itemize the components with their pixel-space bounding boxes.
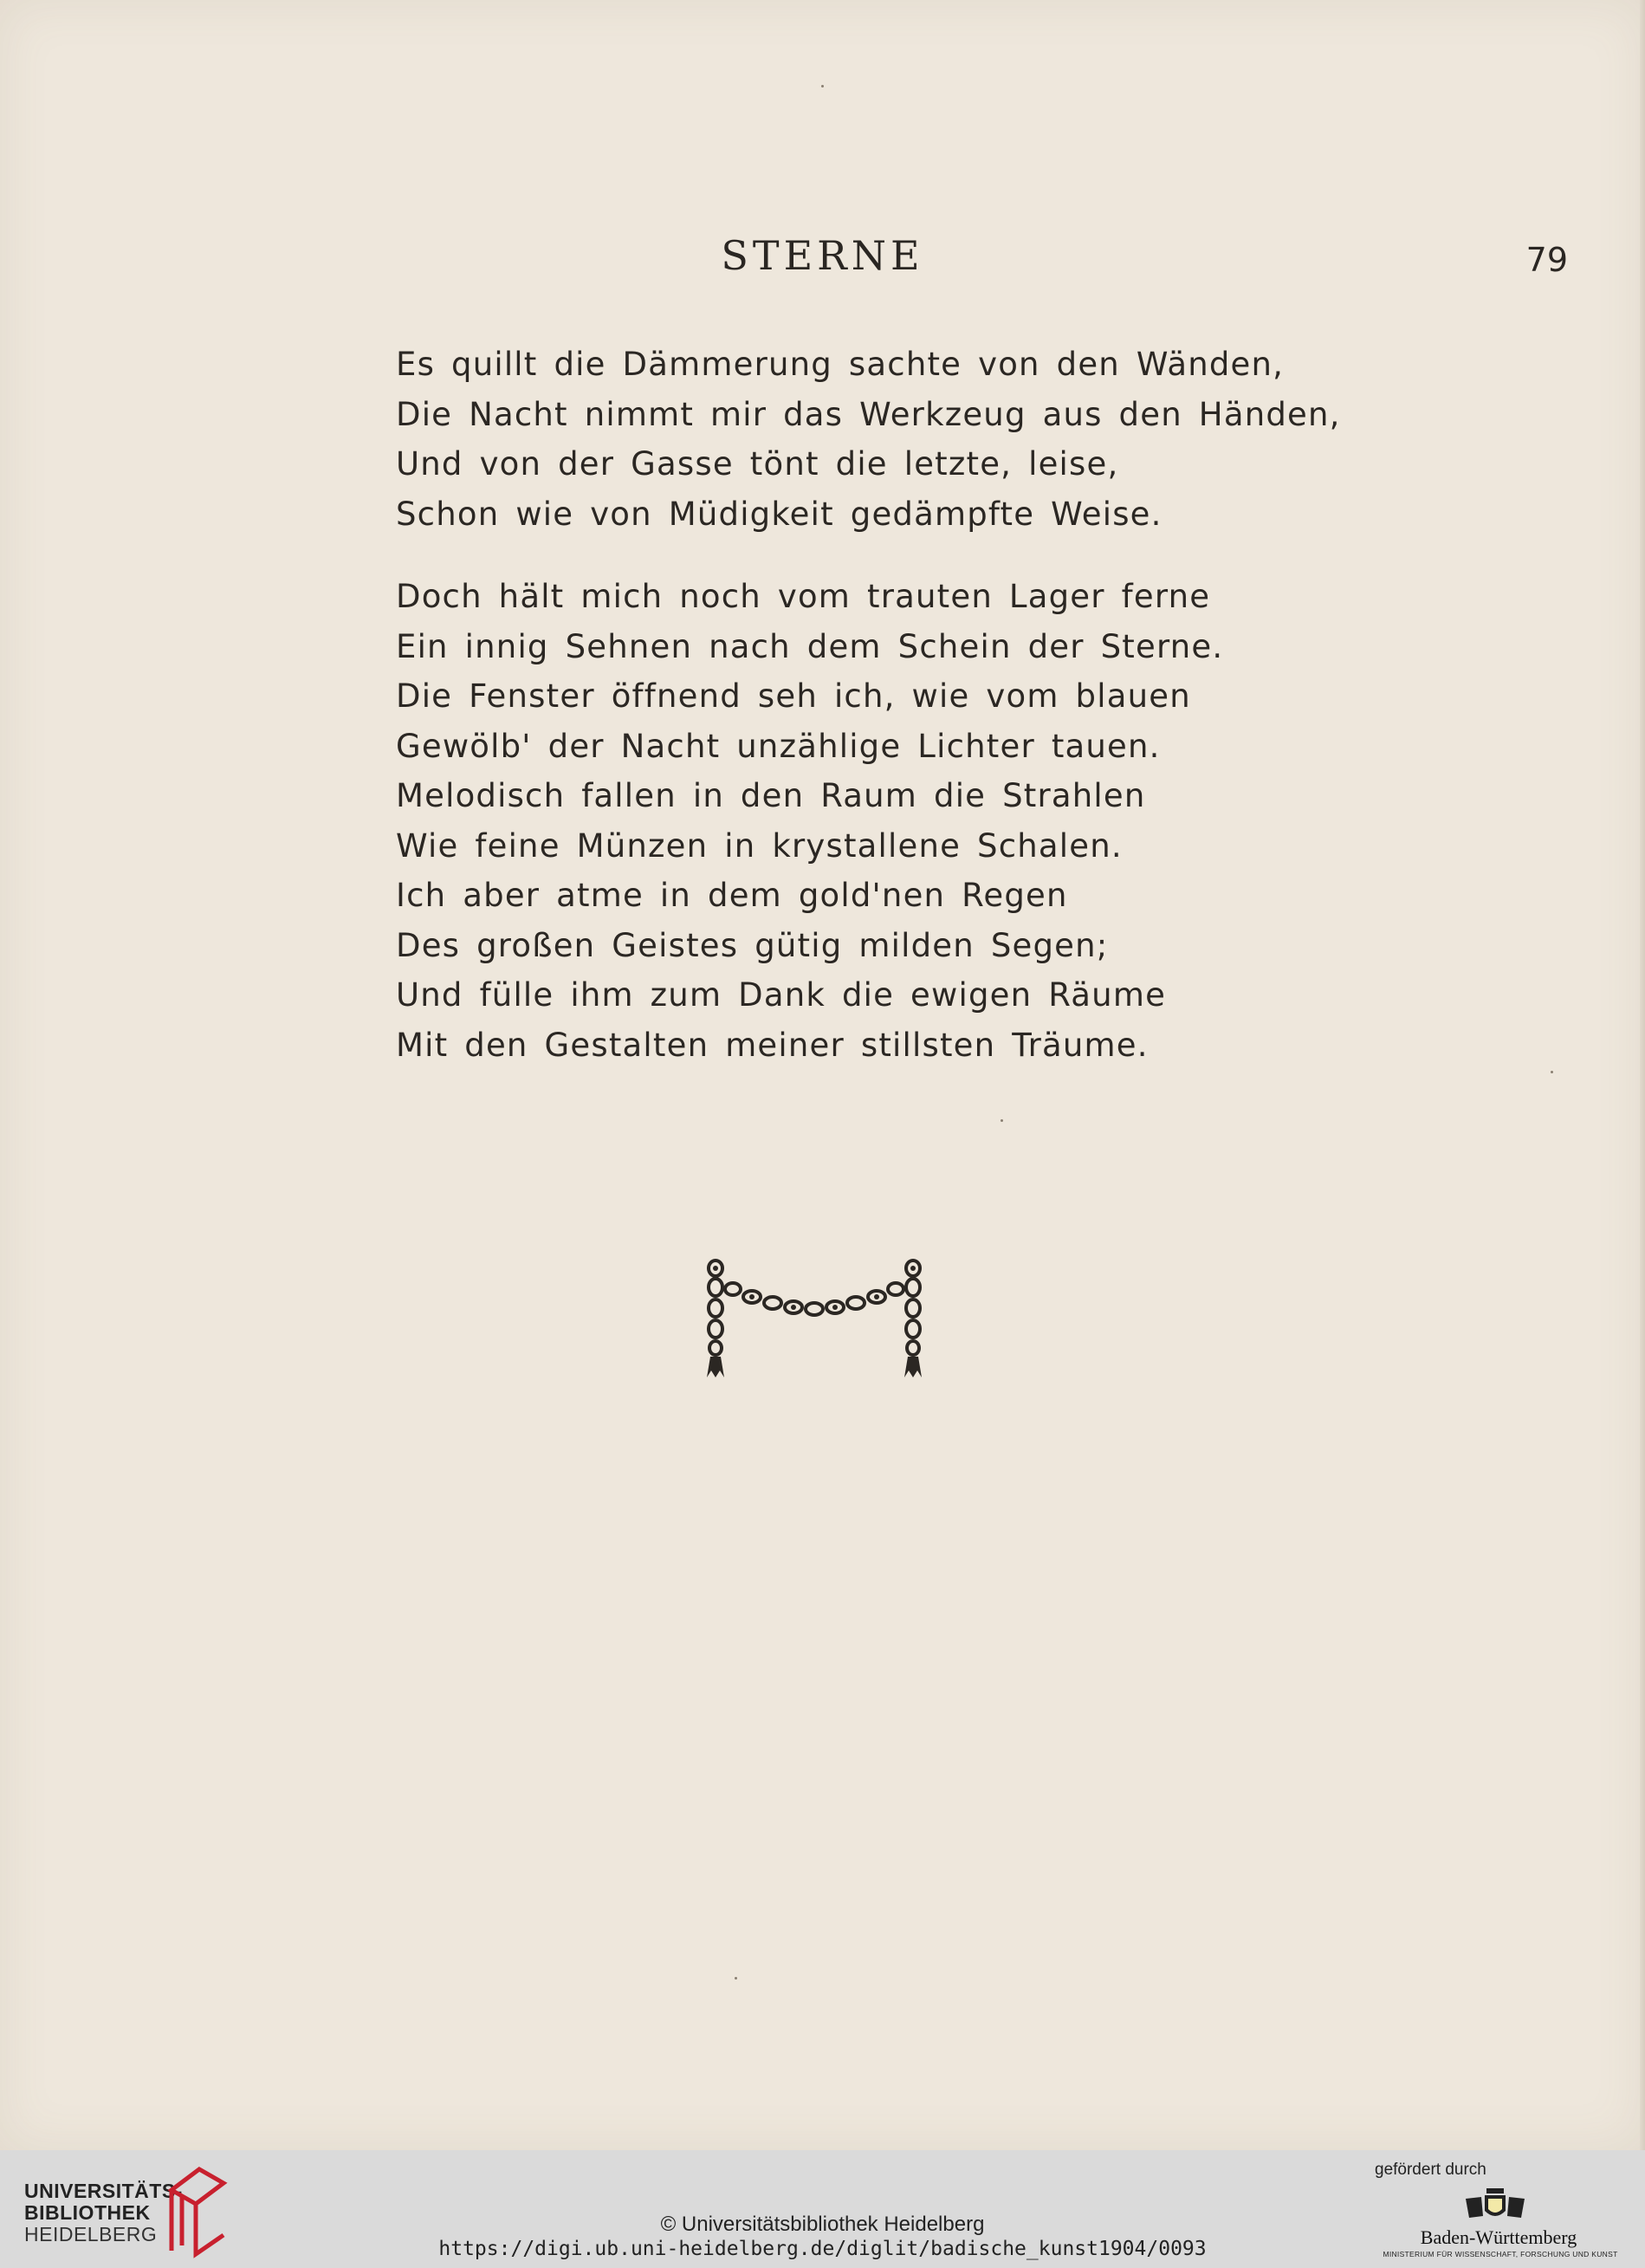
page-edge — [1640, 0, 1645, 2150]
paper-speck — [1551, 1071, 1553, 1073]
stanza-2 — [396, 572, 1418, 1070]
verse-line: Die Nacht nimmt mir das Werkzeug aus den Händen, — [396, 395, 1341, 433]
verse-line: Mit den Gestalten meiner stillsten Träume. — [396, 1026, 1149, 1064]
baden-wuerttemberg-emblem-icon — [1462, 2187, 1528, 2225]
paper-speck — [821, 85, 824, 87]
library-line-1: UNIVERSITÄTS- — [24, 2180, 183, 2202]
verse-line: Melodisch fallen in den Raum die Strahlen — [396, 777, 1146, 814]
running-title: STERNE — [721, 232, 924, 279]
funder-ministry: MINISTERIUM FÜR WISSENSCHAFT, FORSCHUNG UND KUNST — [1383, 2250, 1618, 2258]
library-line-3: HEIDELBERG — [24, 2223, 158, 2245]
verse-line: Es quillt die Dämmerung sachte von den Wänden, — [396, 346, 1285, 383]
stanza-1 — [396, 340, 1418, 539]
library-line-2: BIBLIOTHEK — [24, 2201, 151, 2224]
permalink-url[interactable]: https://digi.ub.uni-heidelberg.de/diglit/badische_kunst1904/0093 — [438, 2238, 1207, 2260]
paper-speck — [1001, 1119, 1003, 1122]
page-number: 79 — [1525, 241, 1568, 279]
digitization-footer — [0, 2150, 1645, 2268]
verse-line: Gewölb' der Nacht unzählige Lichter tauen. — [396, 727, 1161, 765]
verse-line: Und von der Gasse tönt die letzte, leise, — [396, 445, 1119, 483]
verse-line: Doch hält mich noch vom trauten Lager ferne — [396, 578, 1211, 615]
verse-line: Ein innig Sehnen nach dem Schein der Sterne. — [396, 627, 1224, 665]
verse-line: Die Fenster öffnend seh ich, wie vom blauen — [396, 677, 1191, 715]
verse-line: Schon wie von Müdigkeit gedämpfte Weise. — [396, 495, 1163, 533]
chain-tassel-vignette-icon — [700, 1258, 929, 1379]
verse-line: Ich aber atme in dem gold'nen Regen — [396, 877, 1068, 914]
verse-line: Des großen Geistes gütig milden Segen; — [396, 926, 1109, 964]
copyright-notice: © Universitätsbibliothek Heidelberg — [660, 2213, 985, 2236]
paper-speck — [735, 1977, 737, 1980]
verse-line: Und fülle ihm zum Dank die ewigen Räume — [396, 976, 1167, 1014]
funded-by-label: gefördert durch — [1375, 2161, 1486, 2179]
verse-line: Wie feine Münzen in krystallene Schalen. — [396, 826, 1123, 865]
funder-name: Baden-Württemberg — [1420, 2226, 1577, 2248]
